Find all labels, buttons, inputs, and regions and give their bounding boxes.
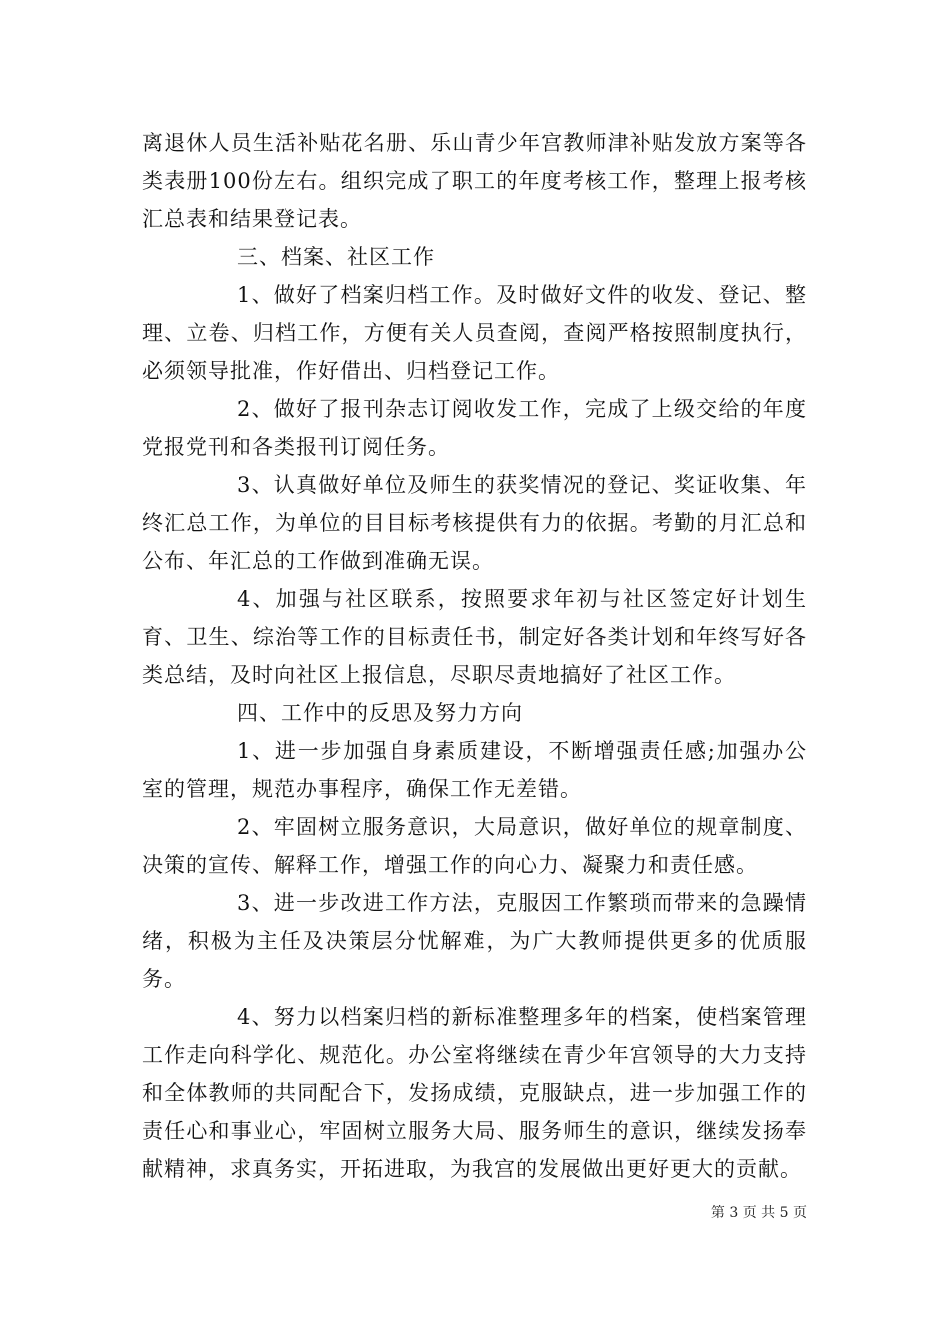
paragraph-quality-building: 1、进一步加强自身素质建设，不断增强责任感;加强办公室的管理，规范办事程序，确保工作无差错。 xyxy=(142,739,807,801)
paragraph-awards-registration: 3、认真做好单位及师生的获奖情况的登记、奖证收集、年终汇总工作，为单位的目目标考核提供有力的依据。考勤的月汇总和公布、年汇总的工作做到准确无误。 xyxy=(142,473,807,573)
paragraph-archives-filing: 1、做好了档案归档工作。及时做好文件的收发、登记、整理、立卷、归档工作，方便有关人员查阅，查阅严格按照制度执行，必须领导批准，作好借出、归档登记工作。 xyxy=(142,283,807,383)
paragraph-continuation: 离退休人员生活补贴花名册、乐山青少年宫教师津补贴发放方案等各类表册100份左右。组织完成了职工的年度考核工作，整理上报考核汇总表和结果登记表。 xyxy=(142,131,807,231)
document-body xyxy=(142,124,807,1188)
paragraph-community-liaison: 4、加强与社区联系，按照要求年初与社区签定好计划生育、卫生、综治等工作的目标责任书，制定好各类计划和年终写好各类总结，及时向社区上报信息，尽职尽责地搞好了社区工作。 xyxy=(142,587,807,687)
paragraph-service-awareness: 2、牢固树立服务意识，大局意识，做好单位的规章制度、决策的宣传、解释工作，增强工作的向心力、凝聚力和责任感。 xyxy=(142,815,807,877)
paragraph-work-methods: 3、进一步改进工作方法，克服因工作繁琐而带来的急躁情绪，积极为主任及决策层分忧解难，为广大教师提供更多的优质服务。 xyxy=(142,891,807,991)
page-number-footer: 第 3 页 共 5 页 xyxy=(710,1205,807,1221)
section-heading-archives-community: 三、档案、社区工作 xyxy=(237,245,435,269)
section-heading-reflection: 四、工作中的反思及努力方向 xyxy=(237,701,523,725)
paragraph-newspaper-subscription: 2、做好了报刊杂志订阅收发工作，完成了上级交给的年度党报党刊和各类报刊订阅任务。 xyxy=(142,397,807,459)
paragraph-archive-standards: 4、努力以档案归档的新标准整理多年的档案，使档案管理工作走向科学化、规范化。办公室将继续在青少年宫领导的大力支持和全体教师的共同配合下，发扬成绩，克服缺点，进一步加强工作的责任心和事业心，牢固树立服务大局、服务师生的意识，继续发扬奉献精神，求真务实，开拓进取，为我宫的发展做出更好更大的贡献。 xyxy=(142,1005,807,1181)
